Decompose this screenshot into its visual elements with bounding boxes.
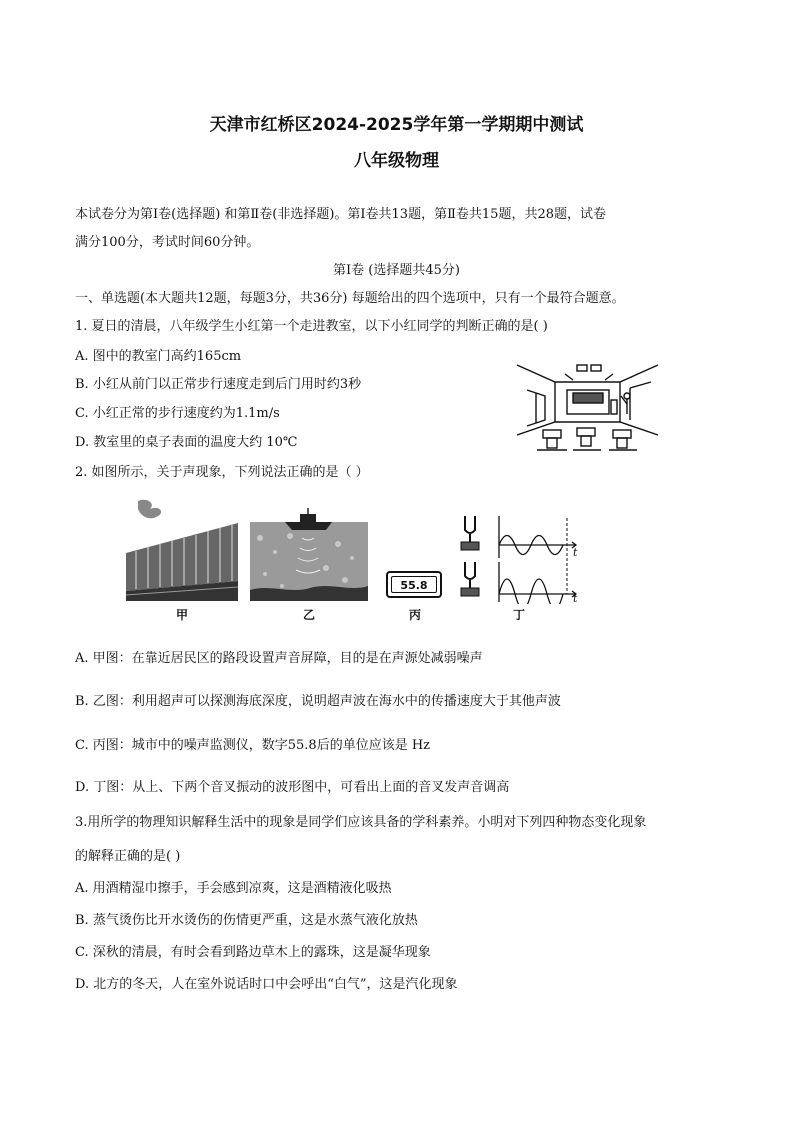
part-heading: 第Ⅰ卷 (选择题共45分) — [333, 263, 460, 278]
page-title: 天津市红桥区2024-2025学年第一学期期中测试 — [209, 115, 584, 135]
q2-option-d: D. 丁图：从上、下两个音叉振动的波形图中，可看出上面的音叉发声音调高 — [75, 780, 510, 795]
q2-option-a: A. 甲图：在靠近居民区的路段设置声音屏障，目的是在声源处减弱噪声 — [75, 651, 483, 666]
q3-stem-line-2: 的解释正确的是( ) — [75, 849, 181, 864]
figure-label-yi: 乙 — [303, 608, 316, 622]
tuning-fork-waveforms — [455, 512, 587, 604]
ocean-sonar-figure — [250, 508, 368, 601]
q1-option-b: B. 小红从前门以正常步行速度走到后门用时约3秒 — [75, 377, 362, 392]
q1-option-a: A. 图中的教室门高约165cm — [75, 349, 242, 364]
axis-label-t-bottom: t — [573, 592, 578, 604]
q1-option-c: C. 小红正常的步行速度约为1.1m/s — [75, 406, 280, 421]
figure-label-jia: 甲 — [176, 608, 189, 622]
q3-option-a: A. 用酒精湿巾擦手，手会感到凉爽，这是酒精液化吸热 — [75, 881, 392, 896]
page-subtitle: 八年级物理 — [354, 151, 439, 171]
figure-label-ding: 丁 — [513, 608, 526, 622]
q1-stem: 1. 夏日的清晨，八年级学生小红第一个走进教室，以下小红同学的判断正确的是( ) — [75, 319, 548, 334]
q2-stem: 2. 如图所示，关于声现象，下列说法正确的是（ ） — [75, 465, 369, 480]
intro-line-2: 满分100分，考试时间60分钟。 — [75, 235, 260, 250]
sound-barrier-photo — [126, 495, 238, 601]
q3-option-b: B. 蒸气烫伤比开水烫伤的伤情更严重，这是水蒸气液化放热 — [75, 913, 418, 928]
q2-option-b: B. 乙图：利用超声可以探测海底深度，说明超声波在海水中的传播速度大于其他声波 — [75, 694, 561, 709]
q1-option-d: D. 教室里的桌子表面的温度大约 10℃ — [75, 435, 298, 450]
classroom-figure — [515, 360, 660, 455]
q3-stem-line-1: 3.用所学的物理知识解释生活中的现象是同学们应该具备的学科素养。小明对下列四种物态变化现象 — [75, 815, 647, 830]
intro-line-1: 本试卷分为第Ⅰ卷(选择题) 和第Ⅱ卷(非选择题)。第Ⅰ卷共13题，第Ⅱ卷共15题，共28题，试卷 — [75, 207, 606, 222]
q2-option-c: C. 丙图：城市中的噪声监测仪，数字55.8后的单位应该是 Hz — [75, 738, 431, 753]
axis-label-t-top: t — [573, 546, 578, 559]
q3-option-c: C. 深秋的清晨，有时会看到路边草木上的露珠，这是凝华现象 — [75, 945, 431, 960]
noise-monitor-reading: 55.8 — [391, 576, 437, 593]
noise-monitor-display — [386, 571, 442, 598]
q3-option-d: D. 北方的冬天，人在室外说话时口中会呼出“白气”，这是汽化现象 — [75, 977, 458, 992]
section-heading: 一、单选题(本大题共12题，每题3分，共36分) 每题给出的四个选项中，只有一个最符合题意。 — [75, 291, 625, 306]
figure-label-bing: 丙 — [409, 608, 422, 622]
